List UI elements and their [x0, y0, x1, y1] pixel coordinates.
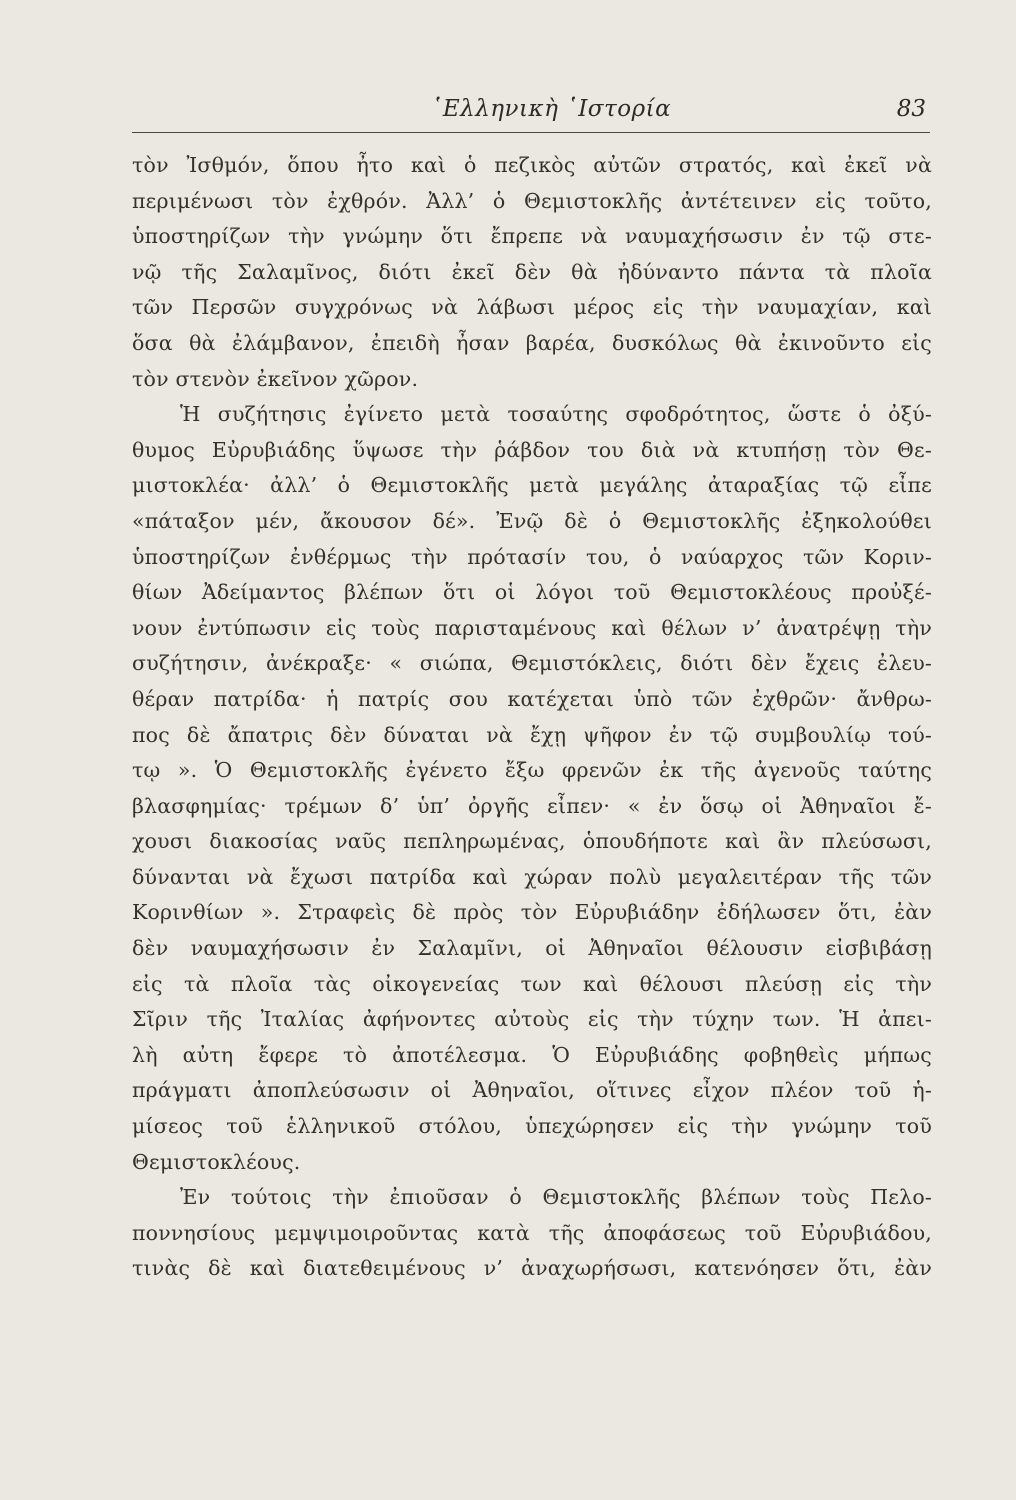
running-header — [132, 92, 930, 133]
text-line: τῳ ». Ὁ Θεμιστοκλῆς ἐγένετο ἔξω φρενῶν ἐκ τῆς ἀγενοῦς ταύτης — [132, 758, 932, 783]
paragraph-start-line: Ἡ συζήτησις ἐγίνετο μετὰ τοσαύτης σφοδρότητος, ὥστε ὁ ὀξύ- — [180, 402, 932, 427]
text-line: εἰς τὰ πλοῖα τὰς οἰκογενείας των καὶ θέλουσι πλεύσῃ εἰς τὴν — [132, 971, 932, 996]
text-line: λὴ αὐτη ἔφερε τὸ ἀποτέλεσμα. Ὁ Εὐρυβιάδης φοβηθεὶς μήπως — [132, 1042, 932, 1067]
text-line: ὑποστηρίζων τὴν γνώμην ὅτι ἔπρεπε νὰ ναυμαχήσωσιν ἐν τῷ στε- — [132, 224, 932, 249]
text-line: νῷ τῆς Σαλαμῖνος, διότι ἐκεῖ δὲν θὰ ἠδύναντο πάντα τὰ πλοῖα — [132, 259, 932, 284]
text-line: Σῖριν τῆς Ἰταλίας ἀφήνοντες αὐτοὺς εἰς τὴν τύχην των. Ἡ ἀπει- — [132, 1007, 932, 1032]
text-line: χουσι διακοσίας ναῦς πεπληρωμένας, ὁπουδήποτε καὶ ἂν πλεύσωσι, — [132, 829, 932, 854]
body-text — [132, 148, 932, 1287]
text-line: συζήτησιν, ἀνέκραξε· « σιώπα, Θεμιστόκλεις, διότι δὲν ἔχεις ἐλευ- — [132, 651, 932, 676]
text-line: θίων Ἀδείμαντος βλέπων ὅτι οἱ λόγοι τοῦ Θεμιστοκλέους προὐξέ- — [132, 580, 932, 605]
text-line: βλασφημίας· τρέμων δ’ ὑπ’ ὀργῆς εἶπεν· « ἐν ὅσῳ οἱ Ἀθηναῖοι ἔ- — [132, 793, 932, 818]
text-line: θυμος Εὐρυβιάδης ὕψωσε τὴν ῥάβδον του διὰ νὰ κτυπήσῃ τὸν Θε- — [132, 437, 932, 462]
text-line: τὸν Ἰσθμόν, ὅπου ἦτο καὶ ὁ πεζικὸς αὐτῶν στρατός, καὶ ἐκεῖ νὰ — [132, 153, 932, 177]
text-line: τινὰς δὲ καὶ διατεθειμένους ν’ ἀναχωρήσωσι, κατενόησεν ὅτι, ἐὰν — [132, 1256, 932, 1281]
text-line: «πάταξον μέν, ἄκουσον δέ». Ἐνῷ δὲ ὁ Θεμιστοκλῆς ἐξηκολούθει — [132, 508, 932, 533]
text-line: Κορινθίων ». Στραφεὶς δὲ πρὸς τὸν Εὐρυβιάδην ἐδήλωσεν ὅτι, ἐὰν — [132, 900, 932, 925]
text-line: δὲν ναυμαχήσωσιν ἐν Σαλαμῖνι, οἱ Ἀθηναῖοι θέλουσιν εἰσβιβάσῃ — [132, 936, 932, 961]
text-line: ὑποστηρίζων ἐνθέρμως τὴν πρότασίν του, ὁ ναύαρχος τῶν Κοριν- — [132, 544, 932, 569]
text-line: μιστοκλέα· ἀλλ’ ὁ Θεμιστοκλῆς μετὰ μεγάλης ἀταραξίας τῷ εἶπε — [132, 473, 932, 498]
text-line: ποννησίους μεμψιμοιροῦντας κατὰ τῆς ἀποφάσεως τοῦ Εὐρυβιάδου, — [132, 1220, 932, 1245]
text-line: πράγματι ἀποπλεύσωσιν οἱ Ἀθηναῖοι, οἵτινες εἶχον πλέον τοῦ ἡ- — [132, 1078, 932, 1103]
text-line: ὅσα θὰ ἐλάμβανον, ἐπειδὴ ἦσαν βαρέα, δυσκόλως θὰ ἐκινοῦντο εἰς — [132, 330, 932, 355]
text-line: θέραν πατρίδα· ἡ πατρίς σου κατέχεται ὑπὸ τῶν ἐχθρῶν· ἄνθρω- — [132, 686, 932, 711]
text-line: πος δὲ ἄπατρις δὲν δύναται νὰ ἔχῃ ψῆφον ἐν τῷ συμβουλίῳ τού- — [132, 722, 932, 747]
paragraph-start-line: Ἐν τούτοις τὴν ἐπιοῦσαν ὁ Θεμιστοκλῆς βλέπων τοὺς Πελο- — [180, 1185, 932, 1210]
running-title: ῾Ελληνικὴ ῾Ιστορία — [430, 96, 672, 122]
text-line: νουν ἐντύπωσιν εἰς τοὺς παρισταμένους καὶ θέλων ν’ ἀνατρέψῃ τὴν — [132, 615, 932, 640]
text-line: Θεμιστοκλέους. — [132, 1149, 301, 1174]
text-line: τὸν στενὸν ἐκεῖνον χῶρον. — [132, 366, 419, 391]
text-line: μίσεος τοῦ ἑλληνικοῦ στόλου, ὑπεχώρησεν εἰς τὴν γνώμην τοῦ — [132, 1114, 932, 1139]
text-line: τῶν Περσῶν συγχρόνως νὰ λάβωσι μέρος εἰς τὴν ναυμαχίαν, καὶ — [132, 295, 932, 320]
page-number: 83 — [896, 96, 926, 122]
text-line: δύνανται νὰ ἔχωσι πατρίδα καὶ χώραν πολὺ μεγαλειτέραν τῆς τῶν — [132, 864, 932, 889]
text-line: περιμένωσι τὸν ἐχθρόν. Ἀλλ’ ὁ Θεμιστοκλῆς ἀντέτεινεν εἰς τοῦτο, — [132, 188, 932, 213]
